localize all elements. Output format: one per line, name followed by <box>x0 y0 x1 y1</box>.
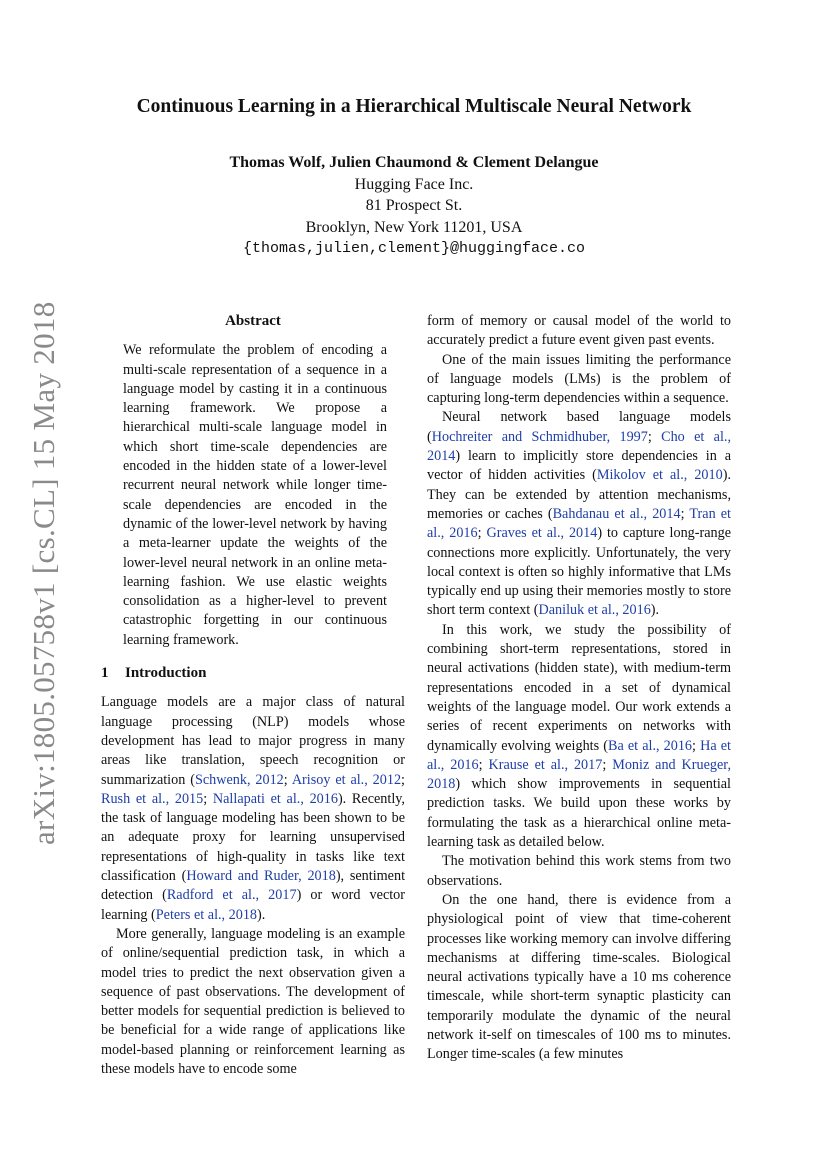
citation-link[interactable]: Graves et al., 2014 <box>486 525 598 542</box>
author-block <box>0 152 828 260</box>
citation-link[interactable]: Ha et al., 2016 <box>427 737 731 773</box>
author-address-street: 81 Prospect St. <box>365 197 463 214</box>
paragraph-text: The motivation behind this work stems from two observations. <box>427 853 731 889</box>
paragraph-text: ), sentiment detection ( <box>101 868 406 904</box>
citation-link[interactable]: Moniz and Krueger, 2018 <box>427 756 731 793</box>
section-title: Introduction <box>125 665 207 682</box>
citation-link[interactable]: Ba et al., 2016 <box>607 737 693 754</box>
citation-link[interactable]: Nallapati et al., 2016 <box>212 790 338 807</box>
paragraph-text: On the one hand, there is evidence from a physiological point of view that time-coherent processes like working memory can involve differing mechanisms at differing time-scales. Biological neural activations typically have a 10 ms coherence timescale, while short-term synaptic plasticity can temporarily modulate the dynamic of the neural network it-self on timescales of 100 ms to minutes. Longer time-scales (a few minutes <box>427 891 731 1063</box>
paragraph-text: ) to capture long-range connections more explicitly. Unfortunately, the very local context is often so highly informative that LMs typically end up using their memories mostly to store short term context ( <box>427 525 731 619</box>
paragraph-text: ; <box>477 525 487 542</box>
paragraph-text: ; <box>602 756 613 773</box>
citation-link[interactable]: Tran et al., 2016 <box>427 505 731 542</box>
paragraph-text: form of memory or causal model of the world to accurately predict a future event given past events. <box>427 313 731 349</box>
citation-link[interactable]: Peters et al., 2018 <box>155 906 258 923</box>
body-paragraph <box>101 693 405 925</box>
author-email: {thomas,julien,clement}@huggingface.co <box>242 240 586 257</box>
citation-link[interactable]: Daniluk et al., 2016 <box>538 602 651 619</box>
body-paragraph <box>427 312 731 351</box>
paragraph-text: ; <box>647 428 662 445</box>
body-paragraph <box>427 408 731 620</box>
paragraph-text: One of the main issues limiting the performance of language models (LMs) is the problem of capturing long-term dependencies within a sequence. <box>427 351 731 407</box>
paragraph-text: ; <box>692 737 701 754</box>
citation-link[interactable]: Howard and Ruder, 2018 <box>186 868 336 885</box>
abstract-heading: Abstract <box>225 313 281 329</box>
paragraph-text: Language models are a major class of natural language processing (NLP) models whose development has lead to major progress in many areas like translation, speech recognition or summarization ( <box>101 694 405 788</box>
section-number: 1 <box>101 665 109 682</box>
citation-link[interactable]: Radford et al., 2017 <box>166 887 297 904</box>
paragraph-text: ). <box>650 602 660 619</box>
arxiv-identifier-stamp: arXiv:1805.05758v1 [cs.CL] 15 May 2018 <box>26 301 61 845</box>
paragraph-text: ). Recently, the task of language modeling has been shown to be an adequate proxy for learning unsupervised representations of high-quality in tasks like text classification ( <box>101 790 405 885</box>
right-column <box>427 312 731 1065</box>
body-paragraph <box>427 891 731 1065</box>
body-paragraph <box>427 852 731 891</box>
author-affiliation: Hugging Face Inc. <box>354 175 474 193</box>
citation-link[interactable]: Schwenk, 2012 <box>194 771 284 788</box>
author-names: Thomas Wolf, Julien Chaumond & Clement Delangue <box>229 154 599 171</box>
abstract-text: We reformulate the problem of encoding a multi-scale representation of a sequence in a language model by casting it in a continuous learning framework. We propose a hierarchical multi-scale language model in which short time-scale dependencies are encoded in the hidden state of a lower-level recurrent neural network while longer time-scale dependencies are encoded in the dynamic of the lower-level network by having a meta-learner update the weights of the lower-level neural network in an online meta-learning fashion. We use elastic weights consolidation as a higher-level to prevent catastrophic forgetting in our continuous learning framework. <box>123 342 387 648</box>
left-column-body <box>101 693 405 1079</box>
right-column-body <box>427 312 731 1065</box>
body-paragraph <box>427 621 731 853</box>
author-address-city: Brooklyn, New York 11201, USA <box>305 218 523 236</box>
paragraph-text: ; <box>283 771 292 788</box>
paragraph-text: ). <box>257 906 266 923</box>
paragraph-text: ). They can be extended by attention mechanisms, memories or caches ( <box>427 467 731 522</box>
paper-title: Continuous Learning in a Hierarchical Multiscale Neural Network <box>136 96 692 117</box>
body-paragraph <box>427 351 731 409</box>
citation-link[interactable]: Cho et al., 2014 <box>427 428 731 465</box>
citation-link[interactable]: Krause et al., 2017 <box>488 756 603 773</box>
paragraph-text: ; <box>401 771 405 788</box>
paragraph-text: ) or word vector learning ( <box>101 887 405 923</box>
citation-link[interactable]: Arisoy et al., 2012 <box>291 771 402 788</box>
citation-link[interactable]: Bahdanau et al., 2014 <box>552 505 681 522</box>
paragraph-text: More generally, language modeling is an example of online/sequential prediction task, in which a model tries to predict the next observation given a sequence of past observations. The development of better models for sequential prediction is believed to be beneficial for a wide range of applications like model-based planning or reinforcement learning as these models have to encode some <box>101 925 405 1077</box>
citation-link[interactable]: Rush et al., 2015 <box>101 790 204 807</box>
paragraph-text: ) which show improvements in sequential prediction tasks. We build upon these works by formulating the task as a hierarchical online meta-learning task as detailed below. <box>427 776 731 851</box>
paragraph-text: Neural network based language models ( <box>427 409 731 445</box>
paragraph-text: In this work, we study the possibility of combining short-term representations, stored in neural activations (hidden state), with medium-term representations encoded in a set of dynamical weights of the language model. Our work extends a series of recent experiments on networks with dynamically evolving weights ( <box>427 621 731 754</box>
section-heading-introduction <box>101 664 405 683</box>
citation-link[interactable]: Mikolov et al., 2010 <box>596 467 723 484</box>
citation-link[interactable]: Hochreiter and Schmidhuber, 1997 <box>431 428 648 445</box>
paragraph-text: ; <box>203 790 213 807</box>
left-column <box>101 312 405 1079</box>
paragraph-text: ; <box>478 756 489 773</box>
body-paragraph <box>101 925 405 1079</box>
paragraph-text: ; <box>680 505 690 522</box>
paragraph-text: ) learn to implicitly store dependencies in a vector of hidden activities ( <box>427 448 731 484</box>
